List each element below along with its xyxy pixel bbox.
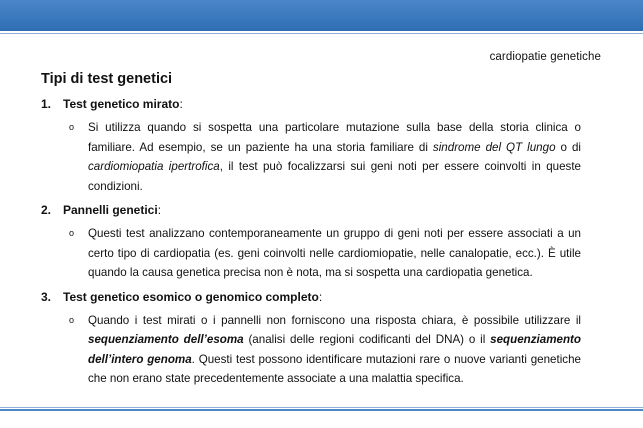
list-item xyxy=(41,289,581,389)
bold-italic-term: sequenziamento dell’esoma xyxy=(88,333,244,346)
footer-bar xyxy=(0,409,643,411)
item-description xyxy=(41,224,581,283)
bullet-icon: o xyxy=(69,228,75,238)
section-title: Tipi di test genetici xyxy=(41,71,173,87)
bullet-icon: o xyxy=(69,122,75,132)
test-list xyxy=(41,96,581,395)
italic-term: sindrome del QT lungo xyxy=(432,140,556,154)
item-heading: 3. Test genetico esomico o genomico completo: xyxy=(41,289,323,304)
header-divider xyxy=(0,33,643,34)
item-number: 2. xyxy=(41,203,52,217)
item-number: 3. xyxy=(41,289,52,304)
item-heading-text: Pannelli genetici xyxy=(63,203,158,217)
item-heading-text: Test genetico mirato xyxy=(63,97,180,111)
list-item xyxy=(41,96,581,196)
item-number: 1. xyxy=(41,97,52,111)
item-heading: 2. Pannelli genetici: xyxy=(41,203,162,217)
item-description xyxy=(41,118,581,196)
text-run: , il test può focalizzarsi sui geni noti per essere coinvolti in queste condizioni. xyxy=(88,160,582,193)
text-run: Questi test analizzano contemporaneamente un gruppo di geni noti per essere associati a un certo tipo di cardiopatia (es. geni coinvolti nelle cardiomiopatie, nelle canalopatie, ecc.). È utile quando la causa genetica precisa non è nota, ma si sospetta una cardiopatia genetica. xyxy=(88,227,581,279)
text-run: . Questi test possono identificare mutazioni rare o nuove varianti genetiche che non erano state precedentemente associate a una malattia specifica. xyxy=(88,352,581,385)
bold-italic-term: sequenziamento dell’intero genoma xyxy=(88,333,581,366)
item-heading-text: Test genetico esomico o genomico completo xyxy=(63,289,319,304)
text-run: (analisi delle regioni codificanti del DNA) o il xyxy=(243,333,491,346)
text-run: Quando i test mirati o i pannelli non forniscono una risposta chiara, è possibile utilizzare il xyxy=(88,313,581,327)
italic-term: cardiomiopatia ipertrofica xyxy=(88,160,220,173)
item-description xyxy=(41,311,581,389)
bullet-icon: o xyxy=(69,314,75,325)
header-bar xyxy=(0,0,643,31)
footer-divider xyxy=(0,407,643,408)
header-label: cardiopatie genetiche xyxy=(489,51,601,63)
list-item xyxy=(41,202,581,283)
text-run: Si utilizza quando si sospetta una particolare mutazione sulla base della storia clinica o familiare. Ad esempio, se un paziente ha una storia familiare di xyxy=(88,121,581,154)
text-run: o di xyxy=(555,140,581,154)
item-heading: 1. Test genetico mirato: xyxy=(41,97,183,111)
